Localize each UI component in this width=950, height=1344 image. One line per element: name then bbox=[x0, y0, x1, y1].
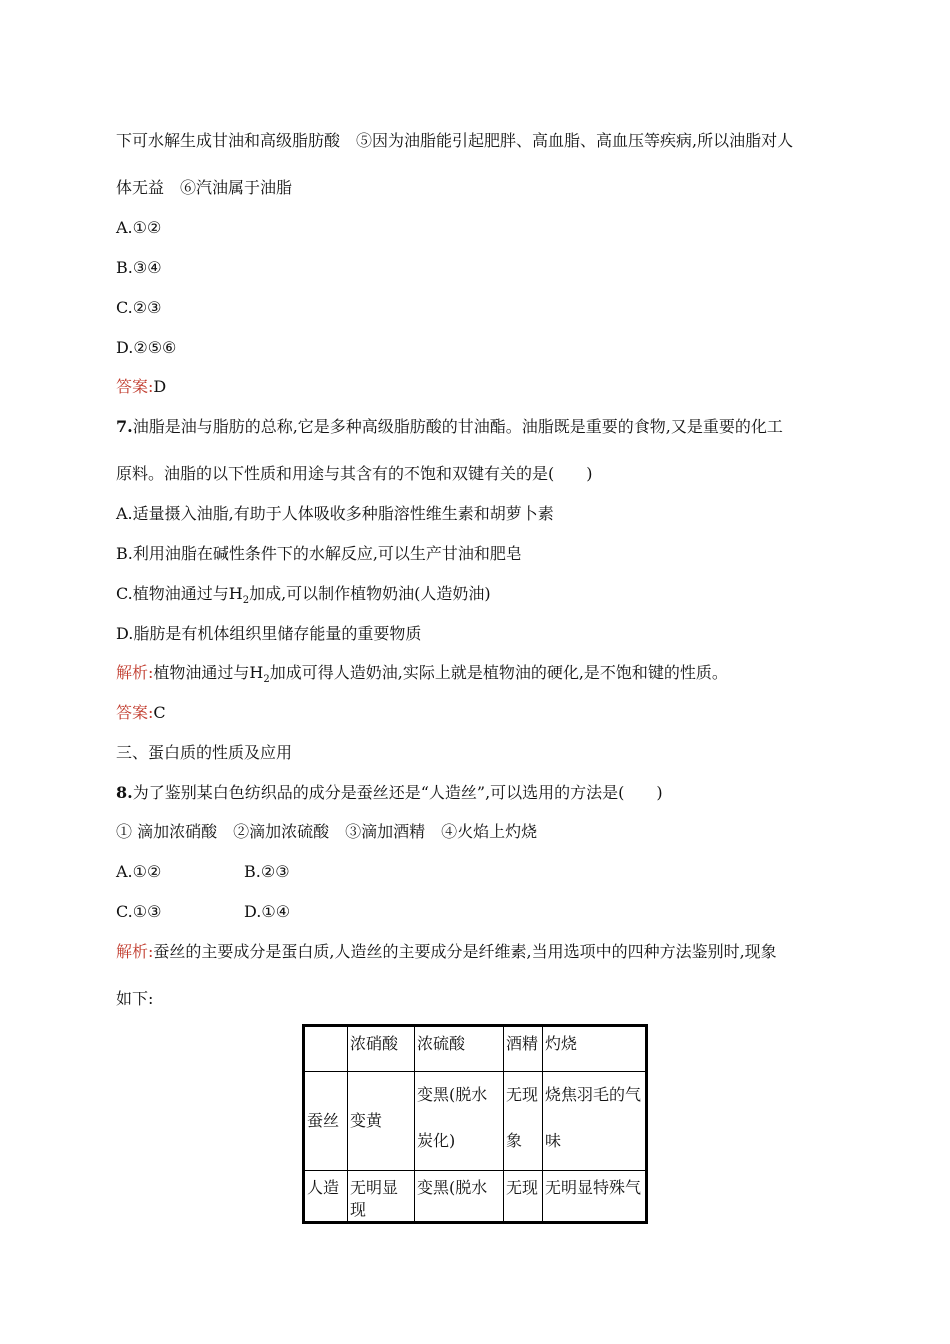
section-title: 三、蛋白质的性质及应用 bbox=[116, 743, 293, 762]
table-cell: 变黑(脱水炭化) bbox=[415, 1072, 504, 1171]
table-cell: 人造 bbox=[304, 1171, 348, 1223]
table-cell: 变黑(脱水 bbox=[415, 1171, 504, 1223]
table-cell: 烧焦羽毛的气味 bbox=[543, 1072, 647, 1171]
analysis-label: 解析: bbox=[116, 663, 154, 682]
q8-option-d: D.①④ bbox=[244, 902, 291, 921]
q7-analysis-sub: 2 bbox=[263, 674, 270, 686]
q8-analysis-line1 bbox=[116, 941, 777, 963]
table-cell: 蚕丝 bbox=[304, 1072, 348, 1171]
q8-analysis-text: 蚕丝的主要成分是蛋白质,人造丝的主要成分是纤维素,当用选项中的四种方法鉴别时,现象 bbox=[153, 942, 777, 961]
table-header-cell: 酒精 bbox=[504, 1026, 543, 1072]
q7-option-d: D.脂肪是有机体组织里储存能量的重要物质 bbox=[116, 624, 422, 643]
table-cell: 无现 bbox=[504, 1171, 543, 1223]
q8-stem bbox=[116, 782, 663, 804]
table-row bbox=[304, 1072, 647, 1171]
table-cell: 无明显特殊气 bbox=[543, 1171, 647, 1223]
q7-analysis bbox=[116, 662, 728, 691]
q6-option-a: A.①② bbox=[116, 218, 162, 237]
answer-value: C bbox=[153, 703, 166, 722]
table-header-cell: 浓硫酸 bbox=[415, 1026, 504, 1072]
table-header-cell: 灼烧 bbox=[543, 1026, 647, 1072]
q7-option-c-post: 加成,可以制作植物奶油(人造奶油) bbox=[249, 584, 491, 603]
q6-option-d: D.②⑤⑥ bbox=[116, 338, 177, 357]
q7-option-c bbox=[116, 583, 491, 612]
table-header-cell bbox=[304, 1026, 348, 1072]
table-cell: 无明显现 bbox=[348, 1171, 415, 1223]
table-header-cell: 浓硝酸 bbox=[348, 1026, 415, 1072]
q7-stem-line2: 原料。油脂的以下性质和用途与其含有的不饱和双键有关的是( ) bbox=[116, 464, 593, 483]
q7-option-c-pre: C.植物油通过与H bbox=[116, 584, 243, 603]
q8-option-a: A.①② bbox=[116, 862, 162, 881]
q6-option-c: C.②③ bbox=[116, 298, 162, 317]
q6-stem-line1: 下可水解生成甘油和高级脂肪酸 ⑤因为油脂能引起肥胖、高血脂、高血压等疾病,所以油脂对人 bbox=[116, 131, 794, 150]
q8-option-c: C.①③ bbox=[116, 902, 162, 921]
q7-analysis-post: 加成可得人造奶油,实际上就是植物油的硬化,是不饱和键的性质。 bbox=[269, 663, 728, 682]
answer-value: D bbox=[153, 377, 167, 396]
q6-option-b: B.③④ bbox=[116, 258, 162, 277]
analysis-label: 解析: bbox=[116, 942, 154, 961]
q7-option-c-sub: 2 bbox=[242, 595, 250, 607]
table-row bbox=[304, 1171, 647, 1223]
q7-option-b: B.利用油脂在碱性条件下的水解反应,可以生产甘油和肥皂 bbox=[116, 544, 522, 563]
q8-stem-text: 为了鉴别某白色纺织品的成分是蚕丝还是“人造丝”,可以选用的方法是( ) bbox=[132, 783, 663, 802]
q7-stem-line1 bbox=[116, 416, 783, 438]
q6-stem-line2: 体无益 ⑥汽油属于油脂 bbox=[116, 178, 293, 197]
answer-label: 答案: bbox=[116, 703, 154, 722]
q7-stem-text: 油脂是油与脂肪的总称,它是多种高级脂肪酸的甘油酯。油脂既是重要的食物,又是重要的化工 bbox=[132, 417, 783, 436]
q7-option-a: A.适量摄入油脂,有助于人体吸收多种脂溶性维生素和胡萝卜素 bbox=[116, 504, 554, 523]
q7-number: 7. bbox=[116, 417, 133, 436]
table-header-row bbox=[304, 1026, 647, 1072]
table-cell: 变黄 bbox=[348, 1072, 415, 1171]
q8-methods: ① 滴加浓硝酸 ②滴加浓硫酸 ③滴加酒精 ④火焰上灼烧 bbox=[116, 822, 538, 841]
comparison-table bbox=[302, 1024, 648, 1224]
q6-answer bbox=[116, 376, 166, 398]
answer-label: 答案: bbox=[116, 377, 154, 396]
q8-number: 8. bbox=[116, 783, 133, 802]
q7-analysis-pre: 植物油通过与H bbox=[153, 663, 264, 682]
q8-analysis-line2: 如下: bbox=[116, 989, 154, 1008]
table-cell: 无现象 bbox=[504, 1072, 543, 1171]
q7-answer bbox=[116, 702, 166, 724]
q8-option-b: B.②③ bbox=[244, 862, 290, 881]
